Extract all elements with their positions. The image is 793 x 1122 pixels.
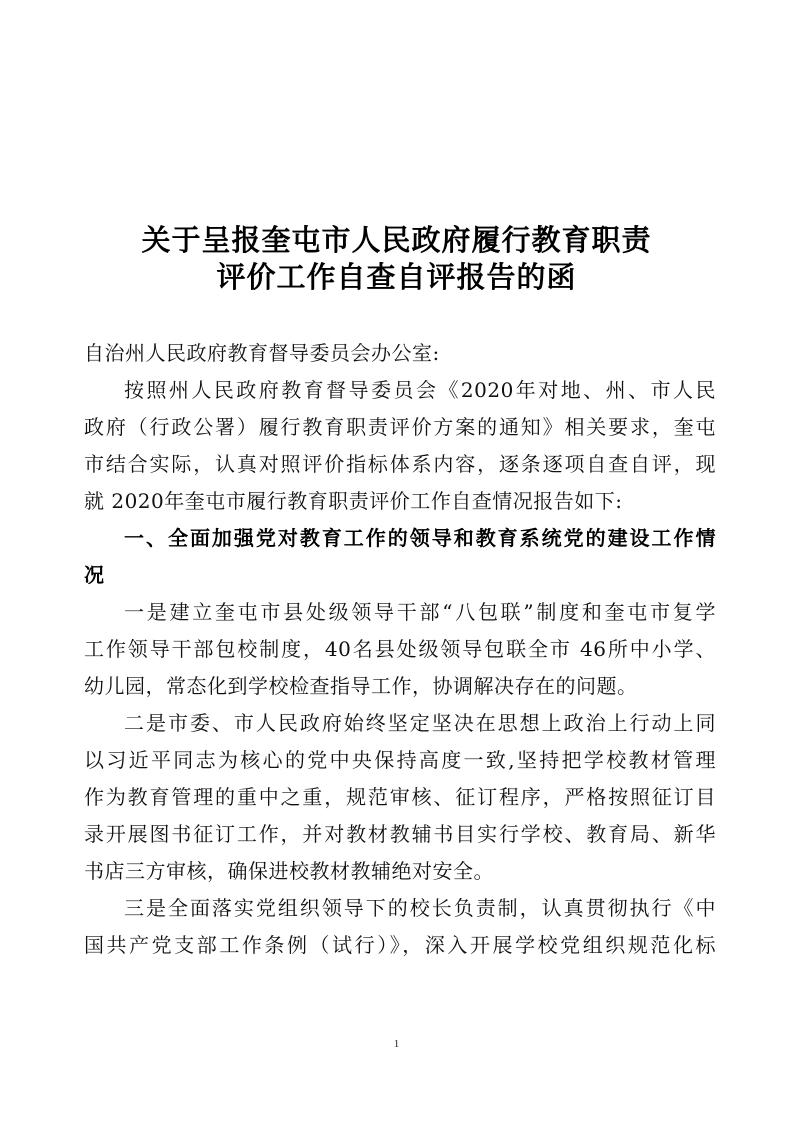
section-heading-continued: 况 xyxy=(84,563,105,587)
body-line: 国共产党支部工作条例（试行）》，深入开展学校党组织规范化标 xyxy=(84,933,716,957)
body-line: 二是市委、市人民政府始终坚定坚决在思想上政治上行动上同 xyxy=(124,711,716,735)
salutation: 自治州人民政府教育督导委员会办公室: xyxy=(84,341,440,365)
section-heading: 一、全面加强党对教育工作的领导和教育系统党的建设工作情 xyxy=(124,526,716,550)
body-line: 幼儿园，常态化到学校检查指导工作，协调解决存在的问题。 xyxy=(84,674,638,698)
body-line: 就 2020年奎屯市履行教育职责评价工作自查情况报告如下: xyxy=(84,489,623,513)
body-line: 书店三方审核，确保进校教材教辅绝对安全。 xyxy=(84,859,494,883)
body-line: 一是建立奎屯市县处级领导干部“八包联”制度和奎屯市复学 xyxy=(124,600,716,624)
page-number: 1 xyxy=(393,1038,400,1050)
body-line: 工作领导干部包校制度，40名县处级领导包联全市 46所中小学、 xyxy=(84,637,716,661)
document-title-line-1: 关于呈报奎屯市人民政府履行教育职责 xyxy=(141,223,652,257)
body-line: 以习近平同志为核心的党中央保持高度一致,坚持把学校教材管理 xyxy=(84,748,716,772)
body-line: 按照州人民政府教育督导委员会《2020年对地、州、市人民 xyxy=(124,378,716,402)
body-line: 作为教育管理的重中之重，规范审核、征订程序，严格按照征订目 xyxy=(84,785,716,809)
document-title-line-2: 评价工作自查自评报告的函 xyxy=(216,260,577,294)
body-line: 录开展图书征订工作，并对教材教辅书目实行学校、教育局、新华 xyxy=(84,822,716,846)
body-line: 市结合实际，认真对照评价指标体系内容，逐条逐项自查自评，现 xyxy=(84,452,716,476)
body-line: 政府（行政公署）履行教育职责评价方案的通知》相关要求，奎屯 xyxy=(84,415,716,439)
body-line: 三是全面落实党组织领导下的校长负责制，认真贯彻执行《中 xyxy=(124,896,716,920)
